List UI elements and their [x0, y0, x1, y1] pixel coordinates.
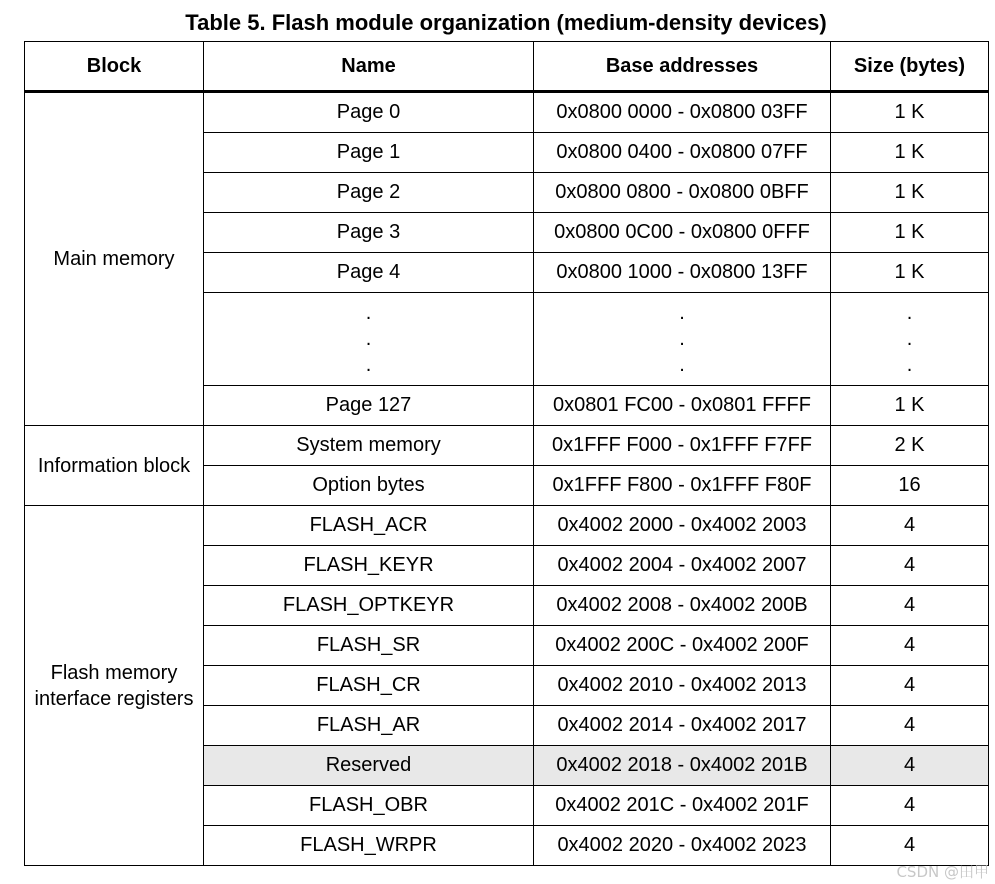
- ellipsis-name: . . .: [204, 293, 534, 386]
- row-size: 4: [831, 826, 989, 866]
- ellipsis-size: . . .: [831, 293, 989, 386]
- block-flash-interface-registers: Flash memory interface registers: [25, 506, 204, 866]
- row-address: 0x1FFF F000 - 0x1FFF F7FF: [534, 426, 831, 466]
- table-title: Table 5. Flash module organization (medium-density devices): [185, 10, 827, 35]
- header-size: Size (bytes): [831, 42, 989, 92]
- header-name: Name: [204, 42, 534, 92]
- row-address: 0x0800 0800 - 0x0800 0BFF: [534, 173, 831, 213]
- row-name: Page 0: [204, 92, 534, 133]
- row-size: 1 K: [831, 386, 989, 426]
- row-address: 0x0800 0000 - 0x0800 03FF: [534, 92, 831, 133]
- row-size: 1 K: [831, 133, 989, 173]
- table-row: [25, 92, 989, 133]
- row-name: FLASH_ACR: [204, 506, 534, 546]
- row-size: 4: [831, 706, 989, 746]
- row-size: 4: [831, 746, 989, 786]
- row-name: FLASH_OBR: [204, 786, 534, 826]
- row-size: 1 K: [831, 173, 989, 213]
- row-address: 0x4002 200C - 0x4002 200F: [534, 626, 831, 666]
- row-name: Reserved: [204, 746, 534, 786]
- row-name: Page 127: [204, 386, 534, 426]
- row-size: 1 K: [831, 92, 989, 133]
- row-address: 0x4002 201C - 0x4002 201F: [534, 786, 831, 826]
- row-name: FLASH_OPTKEYR: [204, 586, 534, 626]
- row-name: FLASH_AR: [204, 706, 534, 746]
- table-row: [25, 426, 989, 466]
- row-address: 0x0801 FC00 - 0x0801 FFFF: [534, 386, 831, 426]
- row-address: 0x0800 0C00 - 0x0800 0FFF: [534, 213, 831, 253]
- row-name: Page 3: [204, 213, 534, 253]
- row-name: Option bytes: [204, 466, 534, 506]
- row-address: 0x4002 2014 - 0x4002 2017: [534, 706, 831, 746]
- row-size: 16: [831, 466, 989, 506]
- row-address: 0x0800 0400 - 0x0800 07FF: [534, 133, 831, 173]
- row-size: 1 K: [831, 253, 989, 293]
- row-address: 0x4002 2018 - 0x4002 201B: [534, 746, 831, 786]
- row-size: 4: [831, 666, 989, 706]
- header-base-addresses: Base addresses: [534, 42, 831, 92]
- row-address: 0x0800 1000 - 0x0800 13FF: [534, 253, 831, 293]
- header-block: Block: [25, 42, 204, 92]
- row-size: 1 K: [831, 213, 989, 253]
- watermark: CSDN @田甲: [896, 863, 989, 881]
- row-size: 4: [831, 546, 989, 586]
- row-name: FLASH_SR: [204, 626, 534, 666]
- row-name: Page 1: [204, 133, 534, 173]
- row-address: 0x4002 2000 - 0x4002 2003: [534, 506, 831, 546]
- row-address: 0x1FFF F800 - 0x1FFF F80F: [534, 466, 831, 506]
- block-information: Information block: [25, 426, 204, 506]
- ellipsis-address: . . .: [534, 293, 831, 386]
- row-size: 4: [831, 786, 989, 826]
- row-name: Page 4: [204, 253, 534, 293]
- table-row: [25, 506, 989, 546]
- row-name: Page 2: [204, 173, 534, 213]
- row-size: 2 K: [831, 426, 989, 466]
- row-address: 0x4002 2010 - 0x4002 2013: [534, 666, 831, 706]
- row-size: 4: [831, 586, 989, 626]
- row-address: 0x4002 2008 - 0x4002 200B: [534, 586, 831, 626]
- row-name: System memory: [204, 426, 534, 466]
- row-size: 4: [831, 626, 989, 666]
- table-header-row: [25, 42, 989, 92]
- block-main-memory: Main memory: [25, 92, 204, 426]
- row-address: 0x4002 2004 - 0x4002 2007: [534, 546, 831, 586]
- row-name: FLASH_WRPR: [204, 826, 534, 866]
- row-address: 0x4002 2020 - 0x4002 2023: [534, 826, 831, 866]
- row-size: 4: [831, 506, 989, 546]
- row-name: FLASH_KEYR: [204, 546, 534, 586]
- flash-organization-table: [24, 41, 989, 866]
- row-name: FLASH_CR: [204, 666, 534, 706]
